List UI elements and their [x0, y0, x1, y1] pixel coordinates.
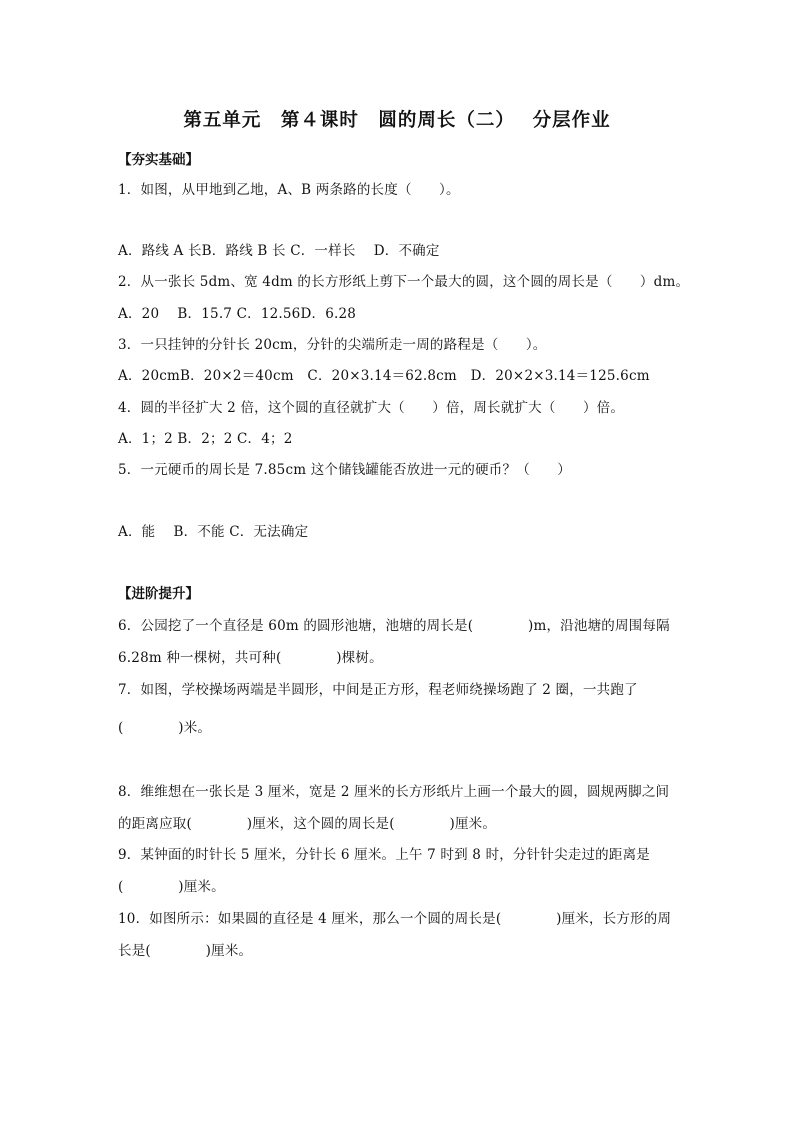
question-4: 4．圆的半径扩大 2 倍，这个圆的直径就扩大（ ）倍，周长就扩大（ ）倍。 — [118, 400, 625, 416]
question-1: 1．如图，从甲地到乙地，A、B 两条路的长度（ ）。 — [118, 182, 460, 198]
question-4-options: A．1；2 B．2；2 C．4；2 — [118, 431, 293, 447]
question-2: 2．从一张长 5dm、宽 4dm 的长方形纸上剪下一个最大的圆，这个圆的周长是（ ）dm。 — [118, 274, 690, 290]
question-6-line-1: 6．公园挖了一个直径是 60m 的圆形池塘，池塘的周长是( )m，沿池塘的周围每隔 — [118, 618, 670, 634]
question-8-line-1: 8．维维想在一张长是 3 厘米，宽是 2 厘米的长方形纸片上画一个最大的圆，圆规两脚之间 — [118, 784, 670, 800]
question-9-line-1: 9．某钟面的时针长 5 厘米，分针长 6 厘米。上午 7 时到 8 时，分针针尖走过的距离是 — [118, 847, 650, 863]
question-2-options: A．20 B．15.7 C．12.56D．6.28 — [118, 306, 357, 322]
question-7-line-2: ( )米。 — [118, 720, 212, 736]
question-5-options: A．能 B．不能 C．无法确定 — [118, 524, 309, 540]
question-6-line-2: 6.28m 种一棵树，共可种( )棵树。 — [118, 650, 383, 666]
question-10-line-2: 长是( )厘米。 — [118, 943, 253, 959]
question-8-line-2: 的距离应取( )厘米，这个圆的周长是( )厘米。 — [118, 816, 497, 832]
question-5: 5．一元硬币的周长是 7.85cm 这个储钱罐能否放进一元的硬币？（ ） — [118, 462, 571, 478]
section-basic-heading: 【夯实基础】 — [118, 152, 199, 168]
question-9-line-2: ( )厘米。 — [118, 879, 225, 895]
question-1-options: A．路线 A 长B．路线 B 长 C．一样长 D．不确定 — [118, 243, 440, 259]
question-10-line-1: 10．如图所示：如果圆的直径是 4 厘米，那么一个圆的周长是( )厘米，长方形的周 — [118, 911, 672, 927]
section-advanced-heading: 【进阶提升】 — [118, 586, 199, 602]
question-3: 3．一只挂钟的分针长 20cm，分针的尖端所走一周的路程是（ ）。 — [118, 337, 547, 353]
page-title: 第五单元 第４课时 圆的周长（二） 分层作业 — [183, 110, 611, 131]
question-3-options: A．20cmB．20×2＝40cm C．20×3.14＝62.8cm D．20×2×3.14＝125.6cm — [118, 368, 650, 384]
question-7-line-1: 7．如图，学校操场两端是半圆形，中间是正方形，程老师绕操场跑了 2 圈，一共跑了 — [118, 682, 638, 698]
